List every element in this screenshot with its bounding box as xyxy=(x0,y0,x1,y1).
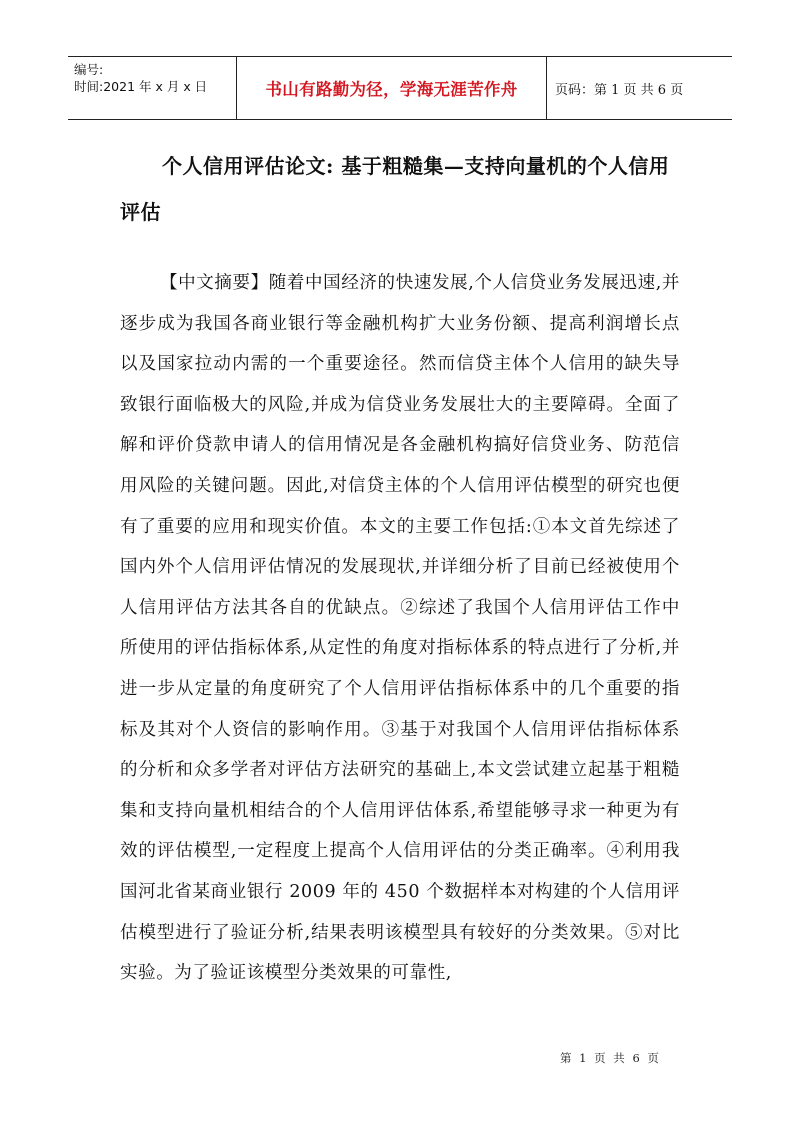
document-title: 个人信用评估论文: 基于粗糙集—支持向量机的个人信用评估 xyxy=(120,154,670,224)
document-header xyxy=(68,56,732,120)
header-motto: 书山有路勤为径，学海无涯苦作舟 xyxy=(237,57,547,119)
abstract-paragraph: 【中文摘要】随着中国经济的快速发展,个人信贷业务发展迅速,并逐步成为我国各商业银行等金融机构扩大业务份额、提高利润增长点以及国家拉动内需的一个重要途径。然而信贷主体个人信用的缺失导致银行面临极大的风险,并成为信贷业务发展壮大的主要障碍。全面了解和评价贷款申请人的信用情况是各金融机构搞好信贷业务、防范信用风险的关键问题。因此,对信贷主体的个人信用评估模型的研究也便有了重要的应用和现实价值。本文的主要工作包括:①本文首先综述了国内外个人信用评估情况的发展现状,并详细分析了目前已经被使用个人信用评估方法其各自的优缺点。②综述了我国个人信用评估工作中所使用的评估指标体系,从定性的角度对指标体系的特点进行了分析,并进一步从定量的角度研究了个人信用评估指标体系中的几个重要的指标及其对个人资信的影响作用。③基于对我国个人信用评估指标体系的分析和众多学者对评估方法研究的基础上,本文尝试建立起基于粗糙集和支持向量机相结合的个人信用评估体系,希望能够寻求一种更为有效的评估模型,一定程度上提高个人信用评估的分类正确率。④利用我国河北省某商业银行 2009 年的 450 个数据样本对构建的个人信用评估模型进行了验证分析,结果表明该模型具有较好的分类效果。⑤对比实验。为了验证该模型分类效果的可靠性, xyxy=(120,273,680,984)
page-footer: 第 1 页 共 6 页 xyxy=(560,1051,661,1065)
header-meta-cell xyxy=(68,57,237,119)
time-label: 时间:2021 年 x 月 x 日 xyxy=(74,79,208,94)
header-page-info: 页码：第 1 页 共 6 页 xyxy=(555,82,684,98)
number-label: 编号: xyxy=(74,62,104,77)
